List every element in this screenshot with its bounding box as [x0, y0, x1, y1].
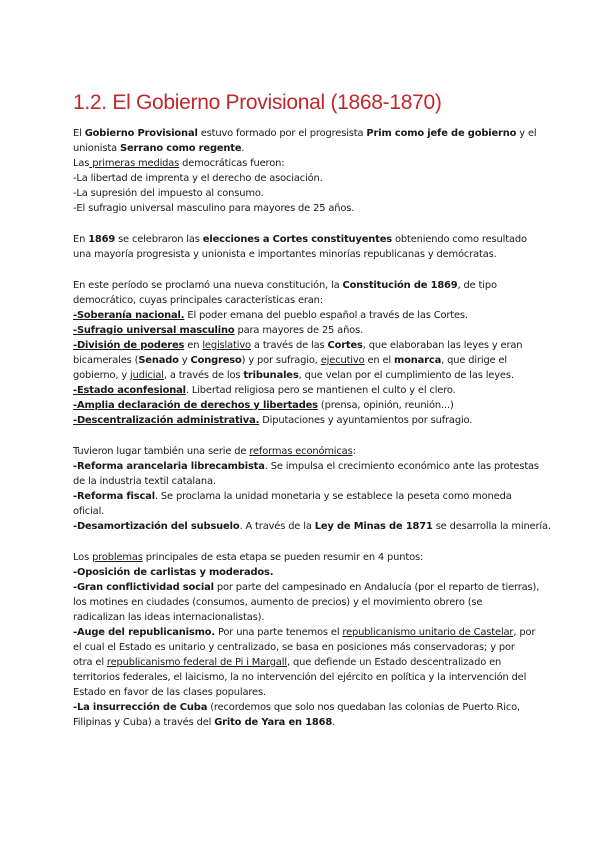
text: (prensa, opinión, reunión...) — [317, 400, 454, 411]
bold-text: Cortes — [327, 340, 363, 351]
bold-underlined-text: -Descentralización administrativa. — [73, 415, 260, 426]
text: en el — [364, 355, 395, 366]
bold-underlined-text: -Sufragio universal masculino — [73, 325, 235, 336]
bold-text: -La insurrección de Cuba — [73, 702, 208, 713]
bold-text: tribunales — [243, 370, 299, 381]
p5-line-6 — [73, 625, 535, 640]
text: (recordemos que solo nos quedaban las colonias de Puerto Rico, — [207, 702, 520, 713]
text: ) y por sufragio, — [241, 355, 321, 366]
underlined-text: problemas — [92, 552, 143, 563]
text: en — [184, 340, 203, 351]
bold-text: Grito de Yara en 1868 — [214, 717, 333, 728]
bold-text: Constitución de 1869 — [342, 280, 458, 291]
bold-text: -Reforma fiscal — [73, 491, 155, 502]
bold-underlined-text: -Soberanía nacional. — [73, 310, 185, 321]
p4-line-6 — [73, 519, 551, 534]
p3-line-8 — [73, 383, 456, 398]
p3-line-9 — [73, 398, 454, 413]
text: . — [332, 717, 336, 728]
underlined-text: reformas económicas — [249, 446, 353, 457]
bold-text: Ley de Minas de 1871 — [314, 521, 433, 532]
p3-line-4 — [73, 323, 363, 338]
p3-line-7 — [73, 368, 514, 383]
text: estuvo formado por el progresista — [197, 128, 367, 139]
bold-text: -Reforma arancelaria librecambista — [73, 461, 265, 472]
text: Diputaciones y ayuntamientos por sufragio. — [259, 415, 473, 426]
p5-line-9: territorios federales, el laicismo, la no intervención del ejército en política y la intervención del — [73, 672, 527, 683]
bold-text: Gobierno Provisional — [84, 128, 198, 139]
p3-line-3 — [73, 308, 468, 323]
text: para mayores de 25 años. — [234, 325, 364, 336]
bold-text: -Oposición de carlistas y moderados. — [73, 567, 274, 578]
p4-line-1 — [73, 444, 356, 459]
bold-text: 1869 — [88, 234, 116, 245]
text: a través de las — [250, 340, 328, 351]
p5-line-7: el cual el Estado es unitario y centralizado, se basa en posiciones más conservadoras; y por — [73, 642, 515, 653]
text: En este período se proclamó una nueva constitución, la — [73, 280, 343, 291]
p5-line-3 — [73, 580, 539, 595]
text: . Se proclama la unidad monetaria y se establece la peseta como moneda — [154, 491, 512, 502]
text: , a través de los — [163, 370, 244, 381]
p1-line-4: -La libertad de imprenta y el derecho de asociación. — [73, 173, 323, 184]
bold-text: Congreso — [190, 355, 242, 366]
text: El poder emana del pueblo español a través de las Cortes. — [184, 310, 468, 321]
text: unionista — [73, 143, 121, 154]
p5-line-4: los motines en ciudades (consumos, aumento de precios) y el movimiento obrero (se — [73, 597, 483, 608]
text: Las — [73, 158, 90, 169]
text: se celebraron las — [115, 234, 203, 245]
p1-line-6: -El sufragio universal masculino para mayores de 25 años. — [73, 203, 355, 214]
text: gobierno, y — [73, 370, 131, 381]
bold-text: -Gran conflictividad social — [73, 582, 214, 593]
text: El — [73, 128, 85, 139]
bold-underlined-text: -Estado aconfesional — [73, 385, 186, 396]
text: se desarrolla la minería. — [432, 521, 551, 532]
p5-line-5: radicalizan las ideas internacionalistas). — [73, 612, 265, 623]
text: principales de esta etapa se pueden resumir en 4 puntos: — [142, 552, 424, 563]
underlined-text: judicial — [130, 370, 164, 381]
p3-line-6 — [73, 353, 507, 368]
text: . — [241, 143, 245, 154]
text: Tuvieron lugar también una serie de — [73, 446, 250, 457]
p5-line-11 — [73, 700, 520, 715]
text: , que velan por el cumplimiento de las leyes. — [298, 370, 514, 381]
bold-text: elecciones a Cortes constituyentes — [202, 234, 392, 245]
text: y — [178, 355, 191, 366]
p1-line-5: -La supresión del impuesto al consumo. — [73, 188, 264, 199]
text: Filipinas y Cuba) a través del — [73, 717, 215, 728]
p1-line-3 — [73, 156, 284, 171]
bold-underlined-text: -División de poderes — [73, 340, 185, 351]
bold-underlined-text: -Amplia declaración de derechos y libertades — [73, 400, 318, 411]
bold-text: monarca — [394, 355, 442, 366]
p2-line-2: una mayoría progresista y unionista e importantes minorías republicanas y demócratas. — [73, 249, 497, 260]
text: Los — [73, 552, 93, 563]
text: otra el — [73, 657, 107, 668]
text: , de tipo — [457, 280, 497, 291]
text: . Se impulsa el crecimiento económico ante las protestas — [264, 461, 539, 472]
p5-line-1 — [73, 550, 423, 565]
p5-line-12 — [73, 715, 335, 730]
p1-line-1 — [73, 126, 537, 141]
bold-text: Prim como jefe de gobierno — [366, 128, 517, 139]
bold-text: -Desamortización del subsuelo — [73, 521, 240, 532]
p2-line-1 — [73, 232, 527, 247]
p3-line-10 — [73, 413, 472, 428]
p1-line-2 — [73, 141, 244, 156]
text: y el — [516, 128, 537, 139]
text: . A través de la — [239, 521, 315, 532]
text: En — [73, 234, 89, 245]
text: , que elaboraban las leyes y eran — [362, 340, 523, 351]
bold-text: Serrano como regente — [120, 143, 242, 154]
text: . Libertad religiosa pero se mantienen el culto y el clero. — [185, 385, 456, 396]
text: obteniendo como resultado — [392, 234, 527, 245]
underlined-text: republicanismo federal de Pi i Margall — [106, 657, 287, 668]
underlined-text: legislativo — [202, 340, 251, 351]
p4-line-4 — [73, 489, 512, 504]
p3-line-2: democrático, cuyas principales características eran: — [73, 295, 323, 306]
underlined-text: primeras medidas — [89, 158, 180, 169]
p4-line-2 — [73, 459, 539, 474]
text: , que dirige el — [441, 355, 508, 366]
bold-text: Senado — [138, 355, 179, 366]
text: democráticas fueron: — [179, 158, 285, 169]
text: , por — [513, 627, 536, 638]
underlined-text: ejecutivo — [320, 355, 365, 366]
text: : — [352, 446, 356, 457]
p5-line-10: Estado en favor de las clases populares. — [73, 687, 266, 698]
p4-line-5: oficial. — [73, 506, 105, 517]
text: bicamerales ( — [73, 355, 139, 366]
p4-line-3: de la industria textil catalana. — [73, 476, 216, 487]
bold-text: -Auge del republicanismo. — [73, 627, 215, 638]
underlined-text: republicanismo unitario de Castelar — [342, 627, 514, 638]
p5-line-2 — [73, 565, 273, 580]
p3-line-5 — [73, 338, 522, 353]
text: Por una parte tenemos el — [214, 627, 343, 638]
text: por parte del campesinado en Andalucía (por el reparto de tierras), — [213, 582, 540, 593]
text: , que defiende un Estado descentralizado en — [287, 657, 502, 668]
p5-line-8 — [73, 655, 501, 670]
page-title: 1.2. El Gobierno Provisional (1868-1870) — [73, 91, 442, 114]
p3-line-1 — [73, 278, 497, 293]
